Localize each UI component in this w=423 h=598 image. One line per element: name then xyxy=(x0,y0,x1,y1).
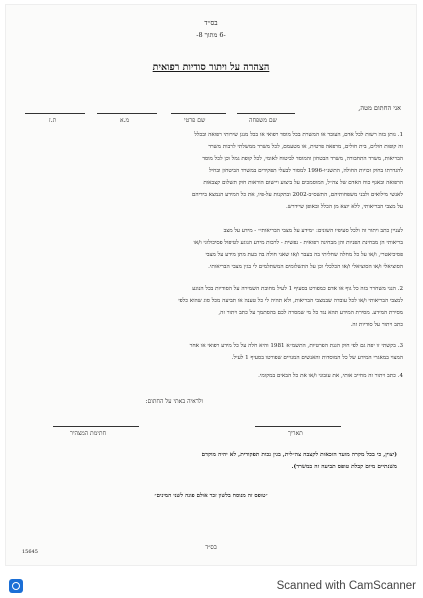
para2-line: לעניין כתב ויתור זה ולכל סעיפיו השונים: ״מידע על מצבי הבריאותי״ - מידע על מצב xyxy=(223,228,403,234)
para4-line: המצוי במאגרי המידע של כל המוסדות והאנשים המנויים שפורטו בסעיף 1 לעיל. xyxy=(231,355,403,361)
form-code: 15645 xyxy=(22,549,38,555)
page-section: -6 מתוך 8- xyxy=(196,31,226,39)
proof-line: ולראיה באתי על החתום: xyxy=(145,398,203,405)
ma-label: מ.א xyxy=(120,117,130,124)
date-line xyxy=(255,426,341,427)
para4-line: 3. בקשתי זו יפה גם לפי חוק הגנת הפרטיות, התשמ״א 1981 והיא חלה על כל מידע רפואי או אחר xyxy=(189,343,403,349)
para5-line: 4. כתב ויתור זה מחייב אותי, את עזבוני ו/או את כל הבאים במקומי. xyxy=(258,373,403,379)
para3-line: 2. הנני משחרר בזה כל גוף או אדם כמפורט בסעיף 1 לעיל מחובת השמירה על הסודיות בכל הנוגע xyxy=(192,286,403,292)
para1-line: לאנשי מילואים ולבני משפחותיהם, התשס״ב-2002 ובתקנות על-פיו, את כל המידע הנמצא בידיהם xyxy=(191,192,403,198)
first-name-label: שם פרטי xyxy=(184,117,206,124)
notice-line: (יצוין, כי בכל מקרה מועד הזכאות לקצבה צה״לית, בגין נכות תפקודית, לא יהיה מוקדם xyxy=(201,452,397,458)
page-title: הצהרה על ויתור סודיות רפואית xyxy=(152,62,270,73)
para1-line: זה קופות חולים, בית חולים, מרפאה פרטית, או מטעמם, לכל משרד ממשלתי לרבות משרד xyxy=(208,144,403,150)
gender-note: ״טופס זה מנוסח בלשון זכר אולם פונה לשני המינים״ xyxy=(154,493,268,499)
para1-line: הרפואה ובאגף כוח האדם של צה״ל, המוסמכים על ביצוע ויישום הוראות חוק תשלום קצבאות xyxy=(203,180,403,186)
para3-line: מסירת המידע. מסירת המידע תהא נגד כל מי שמסרה לכם בהסתמך על כתב ויתור זה, xyxy=(218,310,403,316)
para2-line: פסיכיאטרי, ו/או על כל מחלה שחליתי בה בעבר ו/או שאני חולה בה בעת מתן מידע על מצבי xyxy=(205,252,403,258)
last-name-label: שם משפחה xyxy=(249,117,277,124)
header-bsd: בס״ד xyxy=(204,19,218,27)
notice-line: משנתיים מיום קבלת טופס תביעה זה במשרד). xyxy=(291,464,397,470)
signature-label: חתימת המצהיר xyxy=(70,430,107,437)
para3-line: כתב ויתור על סודיות זה. xyxy=(350,322,403,328)
id-label: ת.ז xyxy=(49,117,57,124)
para1-line: להגדרתו בחוק זכויות החולה, התשנ״ו-1996 למסור לבעלי תפקידים במשרד הביטחון ובחיל xyxy=(208,168,403,174)
scanned-page xyxy=(5,4,417,566)
camscanner-logo-icon xyxy=(9,579,23,593)
para1-line: 1. נותן בזה רשות לכל אדם, העובד או המשרת בכל מוסד רפואי או בכל מנגן שירותי רפואה ובכלל xyxy=(194,132,403,138)
para1-line: הבריאות, משרד התחבורה, משרד הבטחון והמוסד לביטוח לאומי, לכל קופת גמל וכן לכל מוסד xyxy=(202,156,403,162)
footer-bsd: בס״ד xyxy=(205,544,217,551)
ma-line xyxy=(97,113,157,114)
para2-line: הסוציאלי ו/או הסוציאלי ו/או הכלכלי וכן על התשלומים המשתלמים לי בגין מצבי הבריאותי. xyxy=(208,264,403,270)
signature-line xyxy=(53,426,139,427)
para1-line: על מצבי הבריאותי, ללא יוצא מן הכלל ובאופן שיידרש. xyxy=(285,204,403,210)
first-name-line xyxy=(171,113,226,114)
para3-line: למצבי הבריאותי ו/או לכל עובדה שבמצבי הבריאות, ולא תהיה לי כל טענה או תביעה מכל סוג שהוא כלפי xyxy=(178,298,403,304)
para2-line: בריאותי הן מבחינת הפניות והן מבחינה רפואית - נפשית - לרבות מידע הנוגע לטיפול פסיכולוגי ו/או xyxy=(193,240,403,246)
identity-intro: אני החתום מטה, xyxy=(358,104,401,112)
camscanner-watermark: Scanned with CamScanner xyxy=(276,580,416,592)
last-name-line xyxy=(237,113,295,114)
date-label: תאריך xyxy=(288,430,303,437)
id-line xyxy=(25,113,85,114)
